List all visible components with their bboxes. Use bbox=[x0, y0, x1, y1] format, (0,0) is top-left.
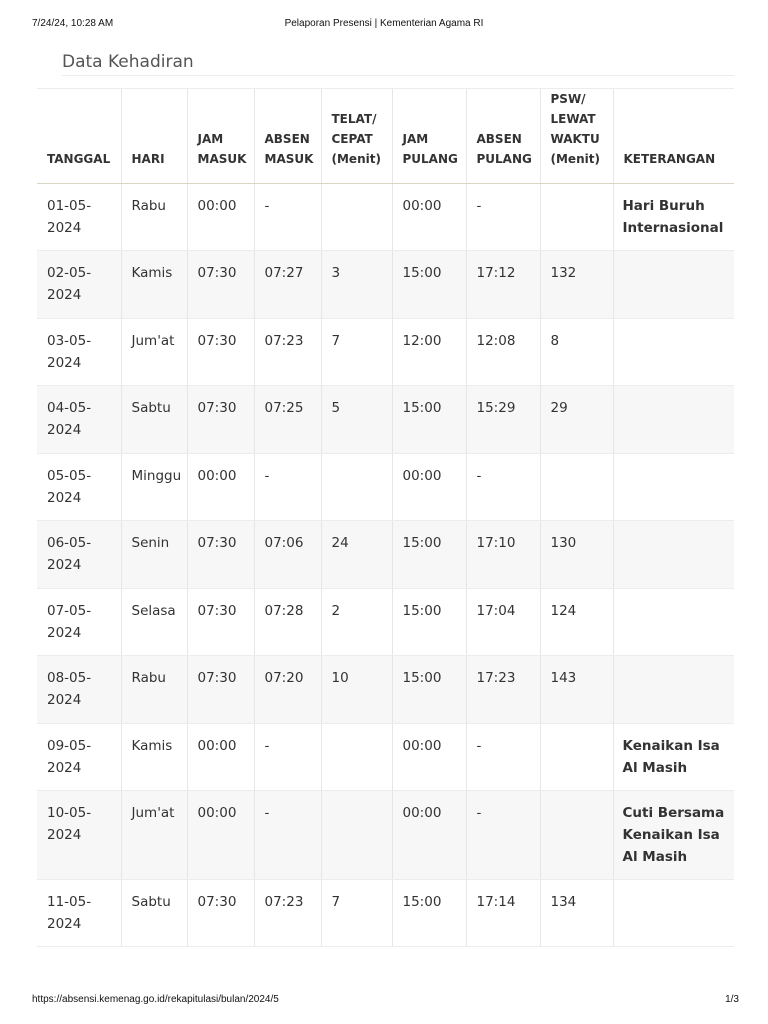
cell-absen_pulang: 15:29 bbox=[466, 386, 540, 454]
print-page-number: 1/3 bbox=[725, 994, 739, 1005]
print-datetime: 7/24/24, 10:28 AM bbox=[32, 18, 114, 29]
cell-hari: Rabu bbox=[121, 184, 187, 251]
cell-absen_masuk: 07:27 bbox=[254, 251, 321, 319]
cell-psw: 124 bbox=[540, 589, 613, 656]
print-page-title: Pelaporan Presensi | Kementerian Agama RI bbox=[284, 18, 484, 29]
cell-psw bbox=[540, 724, 613, 791]
cell-psw: 134 bbox=[540, 880, 613, 947]
cell-hari: Selasa bbox=[121, 589, 187, 656]
cell-absen_masuk: 07:20 bbox=[254, 656, 321, 724]
cell-keterangan: Kenaikan Isa Al Masih bbox=[613, 724, 734, 791]
column-header-absen_masuk: ABSEN MASUK bbox=[254, 89, 321, 184]
cell-absen_pulang: 17:14 bbox=[466, 880, 540, 947]
cell-telat bbox=[321, 184, 392, 251]
column-header-jam_masuk: JAM MASUK bbox=[187, 89, 254, 184]
cell-absen_masuk: - bbox=[254, 724, 321, 791]
cell-tanggal: 07-05-2024 bbox=[37, 589, 121, 656]
cell-absen_pulang: 17:12 bbox=[466, 251, 540, 319]
cell-tanggal: 08-05-2024 bbox=[37, 656, 121, 724]
column-header-psw: PSW/ LEWAT WAKTU (Menit) bbox=[540, 89, 613, 184]
cell-absen_masuk: 07:23 bbox=[254, 880, 321, 947]
cell-jam_masuk: 07:30 bbox=[187, 319, 254, 386]
column-header-hari: HARI bbox=[121, 89, 187, 184]
cell-jam_masuk: 00:00 bbox=[187, 724, 254, 791]
cell-telat: 7 bbox=[321, 319, 392, 386]
cell-hari: Kamis bbox=[121, 251, 187, 319]
cell-absen_masuk: - bbox=[254, 791, 321, 880]
cell-keterangan bbox=[613, 656, 734, 724]
page-heading: Data Kehadiran bbox=[62, 52, 194, 72]
cell-absen_masuk: 07:28 bbox=[254, 589, 321, 656]
table-row bbox=[37, 454, 734, 521]
cell-telat bbox=[321, 724, 392, 791]
cell-jam_masuk: 07:30 bbox=[187, 386, 254, 454]
column-header-keterangan: KETERANGAN bbox=[613, 89, 734, 184]
cell-tanggal: 10-05-2024 bbox=[37, 791, 121, 880]
cell-jam_masuk: 07:30 bbox=[187, 880, 254, 947]
cell-tanggal: 01-05-2024 bbox=[37, 184, 121, 251]
cell-hari: Minggu bbox=[121, 454, 187, 521]
cell-jam_pulang: 15:00 bbox=[392, 589, 466, 656]
cell-keterangan bbox=[613, 521, 734, 589]
cell-jam_pulang: 12:00 bbox=[392, 319, 466, 386]
cell-jam_masuk: 07:30 bbox=[187, 521, 254, 589]
cell-keterangan bbox=[613, 880, 734, 947]
cell-jam_masuk: 00:00 bbox=[187, 454, 254, 521]
cell-jam_masuk: 00:00 bbox=[187, 791, 254, 880]
cell-hari: Kamis bbox=[121, 724, 187, 791]
column-header-telat: TELAT/ CEPAT (Menit) bbox=[321, 89, 392, 184]
cell-hari: Sabtu bbox=[121, 386, 187, 454]
cell-psw: 130 bbox=[540, 521, 613, 589]
cell-telat: 10 bbox=[321, 656, 392, 724]
table-row bbox=[37, 589, 734, 656]
cell-keterangan bbox=[613, 589, 734, 656]
cell-telat bbox=[321, 791, 392, 880]
cell-keterangan bbox=[613, 251, 734, 319]
cell-jam_masuk: 00:00 bbox=[187, 184, 254, 251]
cell-telat bbox=[321, 454, 392, 521]
column-header-absen_pulang: ABSEN PULANG bbox=[466, 89, 540, 184]
cell-absen_masuk: - bbox=[254, 184, 321, 251]
cell-telat: 2 bbox=[321, 589, 392, 656]
cell-absen_pulang: 17:04 bbox=[466, 589, 540, 656]
attendance-table bbox=[37, 88, 734, 947]
cell-psw bbox=[540, 184, 613, 251]
cell-hari: Sabtu bbox=[121, 880, 187, 947]
cell-absen_pulang: - bbox=[466, 184, 540, 251]
table-header-row bbox=[37, 89, 734, 184]
print-url: https://absensi.kemenag.go.id/rekapitulasi/bulan/2024/5 bbox=[32, 994, 279, 1005]
cell-jam_pulang: 15:00 bbox=[392, 656, 466, 724]
cell-psw: 143 bbox=[540, 656, 613, 724]
table-row bbox=[37, 319, 734, 386]
cell-jam_masuk: 07:30 bbox=[187, 251, 254, 319]
cell-jam_pulang: 00:00 bbox=[392, 454, 466, 521]
table-row bbox=[37, 251, 734, 319]
cell-absen_pulang: - bbox=[466, 791, 540, 880]
column-header-tanggal: TANGGAL bbox=[37, 89, 121, 184]
cell-telat: 5 bbox=[321, 386, 392, 454]
table-row bbox=[37, 386, 734, 454]
table-row bbox=[37, 880, 734, 947]
cell-absen_pulang: 17:10 bbox=[466, 521, 540, 589]
column-header-jam_pulang: JAM PULANG bbox=[392, 89, 466, 184]
cell-psw bbox=[540, 454, 613, 521]
cell-keterangan bbox=[613, 319, 734, 386]
cell-keterangan bbox=[613, 386, 734, 454]
table-body bbox=[37, 184, 734, 947]
cell-psw: 29 bbox=[540, 386, 613, 454]
cell-jam_pulang: 00:00 bbox=[392, 791, 466, 880]
cell-absen_pulang: - bbox=[466, 454, 540, 521]
cell-absen_masuk: 07:25 bbox=[254, 386, 321, 454]
cell-absen_masuk: - bbox=[254, 454, 321, 521]
cell-psw: 8 bbox=[540, 319, 613, 386]
cell-jam_masuk: 07:30 bbox=[187, 656, 254, 724]
cell-hari: Senin bbox=[121, 521, 187, 589]
table-row bbox=[37, 724, 734, 791]
cell-keterangan: Hari Buruh Internasional bbox=[613, 184, 734, 251]
cell-jam_pulang: 15:00 bbox=[392, 521, 466, 589]
cell-hari: Rabu bbox=[121, 656, 187, 724]
cell-tanggal: 04-05-2024 bbox=[37, 386, 121, 454]
cell-jam_masuk: 07:30 bbox=[187, 589, 254, 656]
cell-jam_pulang: 00:00 bbox=[392, 724, 466, 791]
heading-divider bbox=[62, 75, 734, 76]
cell-hari: Jum'at bbox=[121, 791, 187, 880]
cell-jam_pulang: 15:00 bbox=[392, 386, 466, 454]
cell-tanggal: 02-05-2024 bbox=[37, 251, 121, 319]
table-row bbox=[37, 656, 734, 724]
cell-absen_pulang: 12:08 bbox=[466, 319, 540, 386]
cell-tanggal: 03-05-2024 bbox=[37, 319, 121, 386]
table-row bbox=[37, 791, 734, 880]
print-header bbox=[0, 18, 768, 32]
cell-keterangan: Cuti Bersama Kenaikan Isa Al Masih bbox=[613, 791, 734, 880]
cell-jam_pulang: 15:00 bbox=[392, 880, 466, 947]
cell-absen_pulang: - bbox=[466, 724, 540, 791]
cell-telat: 7 bbox=[321, 880, 392, 947]
print-footer bbox=[0, 994, 768, 1008]
cell-hari: Jum'at bbox=[121, 319, 187, 386]
table-row bbox=[37, 521, 734, 589]
cell-absen_masuk: 07:23 bbox=[254, 319, 321, 386]
cell-tanggal: 11-05-2024 bbox=[37, 880, 121, 947]
cell-telat: 3 bbox=[321, 251, 392, 319]
cell-jam_pulang: 15:00 bbox=[392, 251, 466, 319]
cell-tanggal: 09-05-2024 bbox=[37, 724, 121, 791]
cell-tanggal: 05-05-2024 bbox=[37, 454, 121, 521]
cell-telat: 24 bbox=[321, 521, 392, 589]
cell-keterangan bbox=[613, 454, 734, 521]
cell-tanggal: 06-05-2024 bbox=[37, 521, 121, 589]
table-row bbox=[37, 184, 734, 251]
cell-psw bbox=[540, 791, 613, 880]
cell-psw: 132 bbox=[540, 251, 613, 319]
cell-absen_pulang: 17:23 bbox=[466, 656, 540, 724]
cell-absen_masuk: 07:06 bbox=[254, 521, 321, 589]
cell-jam_pulang: 00:00 bbox=[392, 184, 466, 251]
